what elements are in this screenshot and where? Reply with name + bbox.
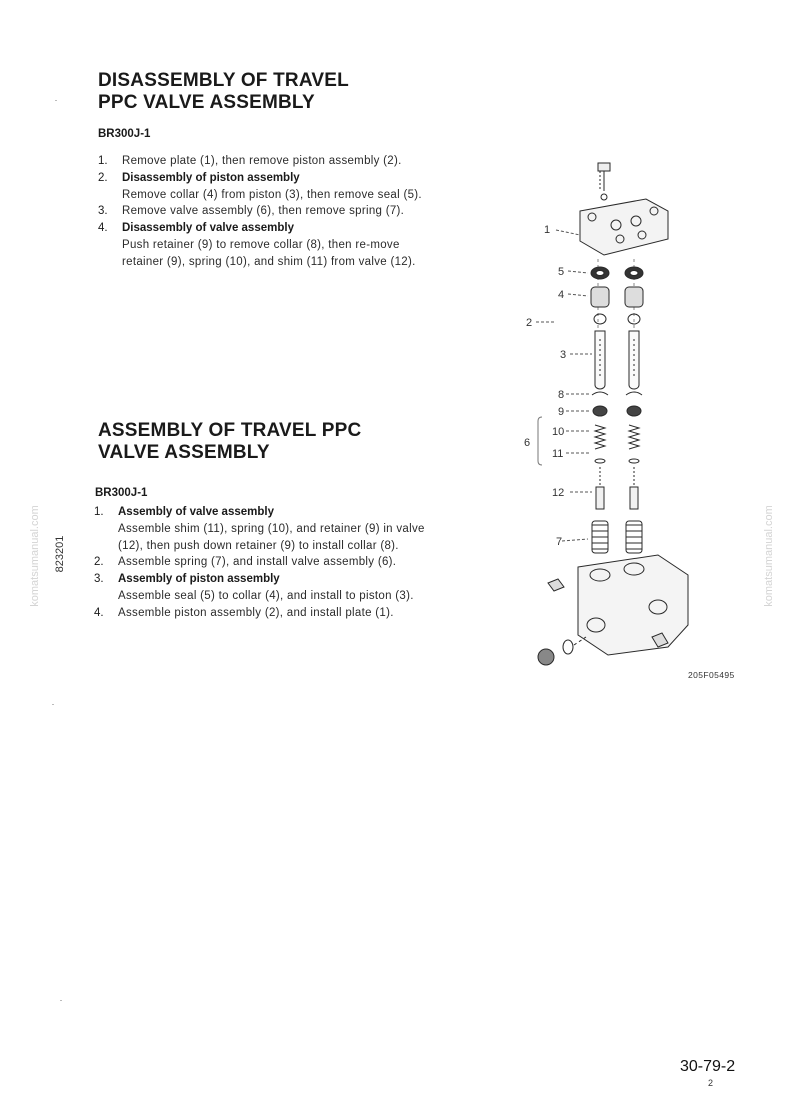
plate-shape — [580, 199, 668, 255]
group-bracket — [538, 417, 542, 465]
disassembly-step — [98, 153, 433, 170]
piston-shape — [595, 331, 639, 389]
spring-shape — [595, 425, 639, 449]
disassembly-title-line1: DISASSEMBLY OF TRAVEL — [98, 70, 349, 91]
assembly-title-line1: ASSEMBLY OF TRAVEL PPC — [98, 420, 362, 441]
callout-7: 7 — [556, 536, 563, 548]
step-number: 2. — [98, 171, 108, 184]
step-number: 4. — [98, 222, 108, 235]
callout-9: 9 — [558, 406, 565, 418]
scan-speck — [55, 100, 57, 101]
step-text: Assemble shim (11), spring (10), and retainer (9) in valve (12), then push down retainer (9) to install collar (8). — [118, 522, 425, 552]
step-number: 1. — [94, 506, 104, 518]
seal-shape — [591, 267, 643, 279]
callout-4: 4 — [558, 289, 565, 301]
callout-12: 12 — [552, 487, 565, 499]
callout-8: 8 — [558, 389, 565, 401]
figure-callouts — [524, 224, 566, 548]
bolt-icon — [598, 163, 610, 200]
callout-10: 10 — [552, 426, 565, 438]
step-text: Assemble seal (5) to collar (4), and install to piston (3). — [118, 589, 414, 602]
step-title: Disassembly of piston assembly — [122, 171, 300, 184]
step-text: Remove valve assembly (6), then remove spring (7). — [122, 205, 405, 218]
disassembly-step — [98, 170, 433, 204]
watermark-left: komatsumanual.com — [29, 505, 41, 607]
assembly-step — [94, 554, 430, 571]
step-title: Assembly of valve assembly — [118, 506, 274, 518]
assembly-step — [94, 504, 430, 554]
assembly-steps — [94, 504, 430, 622]
plug-icon — [538, 637, 586, 665]
callout-1: 1 — [544, 224, 551, 236]
step-number: 1. — [98, 155, 108, 167]
step-text: Remove collar (4) from piston (3), then remove seal (5). — [122, 188, 422, 201]
scan-speck — [60, 1000, 62, 1001]
step-title: Disassembly of valve assembly — [122, 222, 294, 235]
step-text: Push retainer (9) to remove collar (8), then re-move retainer (9), spring (10), and shim (11) from valve (12). — [122, 238, 416, 268]
page-number: 30-79-2 — [680, 1058, 736, 1075]
callout-3: 3 — [560, 349, 567, 361]
spring-shape — [592, 521, 642, 553]
disassembly-steps — [98, 153, 433, 271]
assembly-title-line2: VALVE ASSEMBLY — [98, 442, 270, 463]
step-number: 3. — [94, 573, 104, 586]
step-number: 4. — [94, 606, 104, 619]
step-text: Assemble piston assembly (2), and install plate (1). — [118, 606, 394, 619]
disassembly-step — [98, 220, 433, 270]
callout-2: 2 — [526, 317, 533, 329]
sub-page-number: 2 — [708, 1078, 714, 1088]
figure-reference: 205F05495 — [688, 670, 735, 680]
step-text: Remove plate (1), then remove piston assembly (2). — [122, 155, 402, 167]
disassembly-title — [98, 70, 428, 114]
disassembly-title-line2: PPC VALVE ASSEMBLY — [98, 92, 315, 113]
step-text: Assemble spring (7), and install valve assembly (6). — [118, 556, 397, 569]
callout-6: 6 — [524, 437, 531, 449]
assembly-step — [94, 571, 430, 605]
watermark-right: komatsumanual.com — [763, 505, 775, 607]
callout-5: 5 — [558, 266, 565, 278]
disassembly-step — [98, 203, 433, 220]
exploded-view-figure — [518, 155, 764, 690]
disassembly-model: BR300J-1 — [98, 128, 151, 140]
valve-shape — [596, 467, 638, 509]
step-number: 3. — [98, 205, 108, 218]
doc-number: 823201 — [54, 535, 66, 573]
collar-shape — [591, 287, 643, 307]
step-number: 2. — [94, 556, 104, 569]
callout-11: 11 — [552, 448, 564, 460]
valve-exploded-drawing — [518, 155, 764, 690]
scan-speck — [52, 704, 54, 705]
assembly-title — [98, 420, 428, 464]
assembly-step — [94, 605, 430, 622]
assembly-model: BR300J-1 — [95, 487, 148, 499]
step-title: Assembly of piston assembly — [118, 573, 280, 586]
